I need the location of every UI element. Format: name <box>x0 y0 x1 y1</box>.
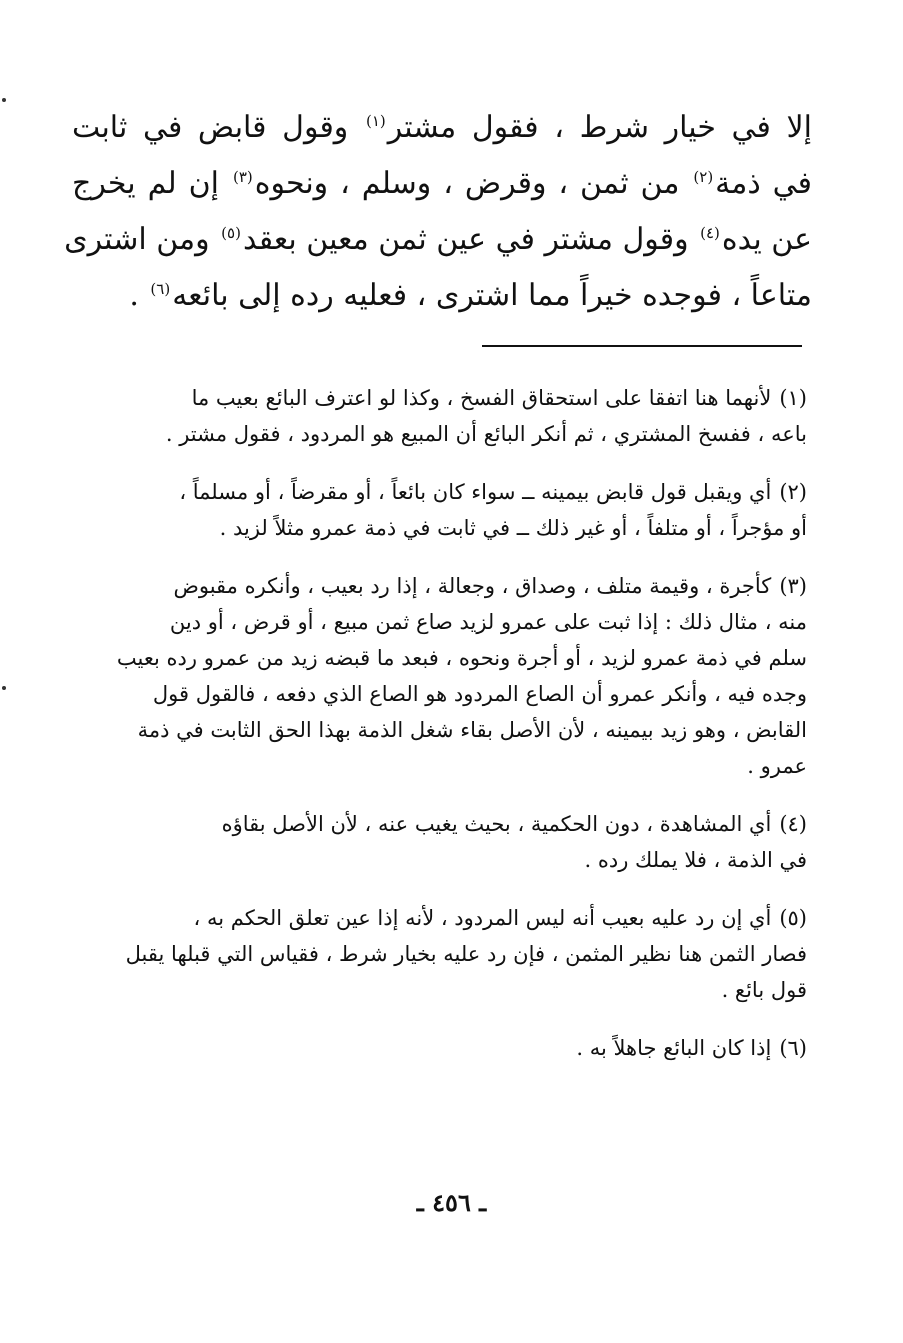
footnote-line: القابض ، وهو زيد بيمينه ، لأن الأصل بقاء شغل الذمة بهذا الحق الثابت في ذمة <box>137 718 807 742</box>
main-line: في ذمة$^{(٢)}$ من ثمن ، وقرض ، وسلم ، ونحوه$^{(٣)}$ إن لم يخرج <box>72 166 812 201</box>
footnote-line: منه ، مثال ذلك : إذا ثبت على عمرو لزيد صاع ثمن مبيع ، أو قرض ، أو دين <box>169 610 807 634</box>
footnote-line: (٣)كأجرة ، وقيمة متلف ، وصداق ، وجعالة ، إذا رد بعيب ، وأنكره مقبوض <box>173 574 807 598</box>
footnote-line: قول بائع . <box>721 978 807 1002</box>
footnote-number: (٤) <box>779 812 807 836</box>
footnote-line: (١)لأنهما هنا اتفقا على استحقاق الفسخ ، وكذا لو اعترف البائع بعيب ما <box>191 386 807 410</box>
main-line: إلا في خيار شرط ، فقول مشتر$^{(١)}$ وقول قابض في ثابت <box>72 110 812 145</box>
footnote-ref: (٥) <box>221 224 241 242</box>
footnote-1 <box>72 380 807 452</box>
footnote-6 <box>72 1030 807 1066</box>
footnote-line: في الذمة ، فلا يملك رده . <box>584 848 807 872</box>
footnote-ref: (٢) <box>693 168 714 186</box>
footnote-ref: (٦) <box>150 280 171 298</box>
footnote-line: فصار الثمن هنا نظير المثمن ، فإن رد عليه بخيار شرط ، فقياس التي قبلها يقبل <box>125 942 807 966</box>
main-line: عن يده$^{(٤)}$ وقول مشتر في عين ثمن معين بعقد$^{(٥)}$ ومن اشترى <box>64 222 812 257</box>
footnote-line: (٥)أي إن رد عليه بعيب أنه ليس المردود ، لأنه إذا عين تعلق الحكم به ، <box>193 906 807 930</box>
footnote-line: باعه ، ففسخ المشتري ، ثم أنكر البائع أن المبيع هو المردود ، فقول مشتر . <box>165 422 807 446</box>
footnote-ref: (٣) <box>232 168 253 186</box>
footnote-line: سلم في ذمة عمرو لزيد ، أو أجرة ونحوه ، فبعد ما قبضه زيد من عمرو رده بعيب <box>116 646 807 670</box>
footnote-separator <box>482 345 802 347</box>
footnote-4 <box>72 806 807 878</box>
footnote-number: (٢) <box>779 480 807 504</box>
footnote-ref: (٤) <box>700 224 720 242</box>
footnote-ref: (١) <box>365 112 386 130</box>
footnotes <box>72 380 807 1088</box>
footnote-number: (٥) <box>779 906 807 930</box>
margin-mark <box>2 686 6 690</box>
footnote-2 <box>72 474 807 546</box>
footnote-line: (٦)إذا كان البائع جاهلاً به . <box>576 1036 807 1060</box>
footnote-3 <box>72 568 807 784</box>
page-number: ـ ٤٥٦ ـ <box>416 1188 487 1217</box>
footnote-line: (٢)أي ويقبل قول قابض بيمينه ــ سواء كان بائعاً ، أو مقرضاً ، أو مسلماً ، <box>179 480 807 504</box>
main-text <box>64 100 812 324</box>
footnote-number: (٣) <box>779 574 807 598</box>
footnote-line: (٤)أي المشاهدة ، دون الحكمية ، بحيث يغيب عنه ، لأن الأصل بقاؤه <box>221 812 807 836</box>
footnote-number: (٦) <box>779 1036 807 1060</box>
footnote-line: عمرو . <box>747 754 807 778</box>
footnote-line: أو مؤجراً ، أو متلفاً ، أو غير ذلك ــ في ثابت في ذمة عمرو مثلاً لزيد . <box>219 516 807 540</box>
main-line: متاعاً ، فوجده خيراً مما اشترى ، فعليه رده إلى بائعه$^{(٦)}$ . <box>129 278 812 313</box>
footnote-number: (١) <box>779 386 807 410</box>
footnote-5 <box>72 900 807 1008</box>
margin-mark <box>2 98 6 102</box>
footnote-line: وجده فيه ، وأنكر عمرو أن الصاع المردود هو الصاع الذي دفعه ، فالقول قول <box>152 682 807 706</box>
